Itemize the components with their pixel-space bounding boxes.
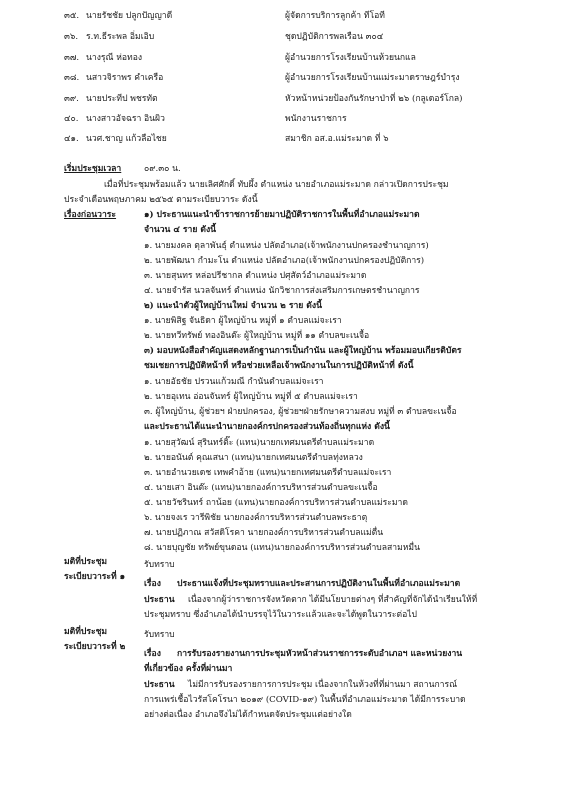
agenda-text-line: การแพร่เชื้อไวรัสโคโรนา ๒๐๑๙ (COVID-๑๙) ในพื้นที่อำเภอแม่ระมาด ได้มีการระบาด <box>144 695 466 705</box>
agenda-label: ระเบียบวาระที่ ๒ <box>64 642 126 652</box>
list-item: ๓. ผู้ใหญ่บ้าน, ผู้ช่วยฯ ฝ่ายปกครอง, ผู้ช่วยฯฝ่ายรักษาความสงบ หมู่ที่ ๓ ตำบลขะเนจื้อ <box>144 407 457 417</box>
list-item: ๑. นายสุวัฒน์ สุรินทร์ติ๊ะ (แทน)นายกเทศมนตรีตำบลแม่ระมาด <box>144 438 375 448</box>
agenda-text-line: ไม่มีการรับรองรายการการประชุม เนื่องจากในห้วงที่ที่ผ่านมา สถานการณ์ <box>188 680 458 690</box>
resolution-label: มติที่ประชุม <box>64 627 108 637</box>
section-heading: ๒) แนะนำตัวผู้ใหญ่บ้านใหม่ จำนวน ๒ ราย ดังนี้ <box>144 301 322 311</box>
list-item: ๓. นายอำนวยเดช เทพคำอ้าย (แทน)นายกเทศมนตรีตำบลแม่จะเรา <box>144 468 392 478</box>
attendee-name: นางรุณี ห่อทอง <box>86 53 143 63</box>
meeting-start-label: เริ่มประชุมเวลา <box>64 164 122 174</box>
resolution-text: รับทราบ <box>144 630 175 640</box>
list-item: ๔. นายจำรัส นวลจันทร์ ตำแหน่ง นักวิชาการส่งเสริมการเกษตรชำนาญการ <box>144 286 420 296</box>
attendee-name: ร.ท.ธีระพล อิ่มเอิบ <box>86 32 155 42</box>
attendee-number: ๓๕. <box>64 11 80 21</box>
agenda-title: ประธานแจ้งที่ประชุมทราบและประสานการปฏิบัติงานในพื้นที่อำเภอแม่ระมาด <box>177 579 461 589</box>
list-item: ๒. นายอุเทน อ่อนจันทร์ ผู้ใหญ่บ้าน หมู่ที่ ๕ ตำบลแม่จะเรา <box>144 392 358 402</box>
attendee-number: ๔๐. <box>64 114 79 124</box>
section-heading: ชมเชยการปฏิบัติหน้าที่ หรือช่วยเหลือเจ้าพนักงานในการปฏิบัติหน้าที่ ดังนี้ <box>144 361 414 371</box>
attendee-number: ๓๖. <box>64 32 79 42</box>
attendee-position: ผู้อำนวยการโรงเรียนบ้านห้วยนกแล <box>285 53 416 63</box>
section-heading: ๓) มอบหนังสือสำคัญแสดงหลักฐานการเป็นกำนัน และผู้ใหญ่บ้าน พร้อมมอบเกียรติบัตร <box>144 346 462 356</box>
list-item: ๖. นายจงเร วารีพิชัย นายกองค์การบริหารส่วนตำบลพระธาตุ <box>144 513 368 523</box>
agenda-text-line: เนื่องจากผู้ว่าราชการจังหวัดตาก ได้มีนโยบายต่างๆ ที่สำคัญที่จักได้นำเรียนให้ที่ <box>188 595 478 605</box>
agenda-text-line: อย่างต่อเนื่อง อำเภอจึงไม่ได้กำหนดจัดประชุมแต่อย่างใด <box>144 710 352 720</box>
attendee-position: ผู้จัดการบริการลูกค้า ทีโอที <box>285 11 385 21</box>
list-item: ๔. นายเสา อินต๊ะ (แทน)นายกองค์การบริหารส่วนตำบลขะเนจื้อ <box>144 483 378 493</box>
list-item: ๒. นายทวีทรัพย์ ทองอินต๊ะ ผู้ใหญ่บ้าน หมู่ที่ ๑๑ ตำบลขะเนจื้อ <box>144 331 370 341</box>
attendee-position: ชุดปฏิบัติการพลเรือน ๓๐๔ <box>285 32 384 42</box>
attendee-position: สมาชิก อส.อ.แม่ระมาด ที่ ๖ <box>285 134 389 144</box>
pre-agenda-label: เรื่องก่อนวาระ <box>64 210 117 220</box>
agenda-title-prefix: เรื่อง <box>144 649 161 659</box>
list-item: ๑. นายอัธชัย ปรวนแก้วมณี กำนันตำบลแม่จะเรา <box>144 377 324 387</box>
opening-text-line: เมื่อที่ประชุมพร้อมแล้ว นายเลิศศักดิ์ ทับผึ้ง ตำแหน่ง นายอำเภอแม่ระมาด กล่าวเปิดการประชุม <box>104 180 449 190</box>
agenda-label: ระเบียบวาระที่ ๑ <box>64 572 126 582</box>
meeting-start-time: ๐๙.๓๐ น. <box>144 164 181 174</box>
agenda-title-cont: ที่เกี่ยวข้อง ครั้งที่ผ่านมา <box>144 664 233 674</box>
chair-label: ประธาน <box>144 680 175 690</box>
attendee-position: พนักงานราชการ <box>285 114 347 124</box>
attendee-name: นายรัชชัย ปลูกปัญญาดี <box>86 11 173 21</box>
attendee-number: ๓๗. <box>64 53 80 63</box>
attendee-number: ๓๘. <box>64 73 80 83</box>
agenda-title: การรับรองรายงานการประชุมหัวหน้าส่วนราชการระดับอำเภอฯ และหน่วยงาน <box>177 649 463 659</box>
list-item: ๘. นายบุญชัย ทรัพย์ขุนดอน (แทน)นายกองค์การบริหารส่วนตำบลสามหมื่น <box>144 543 420 553</box>
attendee-name: นสาวจิราพร คำเครือ <box>86 73 164 83</box>
list-item: ๒. นายพัฒนา กำมะโน ตำแหน่ง ปลัดอำเภอ(เจ้าพนักงานปกครองปฏิบัติการ) <box>144 256 425 266</box>
resolution-label: มติที่ประชุม <box>64 557 108 567</box>
attendee-name: นายประทีป พชรทัต <box>86 94 158 104</box>
opening-text-line: ประจำเดือนพฤษภาคม ๒๕๖๕ ตามระเบียบวาระ ดังนี้ <box>64 195 258 205</box>
list-item: ๑. นายพิสิฐ จันธิดา ผู้ใหญ่บ้าน หมู่ที่ ๑ ตำบลแม่จะเรา <box>144 316 342 326</box>
section-heading: จำนวน ๔ ราย ดังนี้ <box>144 225 217 235</box>
list-item: ๕. นายวัชรินทร์ ถาน้อย (แทน)นายกองค์การบริหารส่วนตำบลแม่ระมาด <box>144 498 408 508</box>
attendee-position: หัวหน้าหน่วยป้องกันรักษาป่าที่ ๒๖ (กลูเดอร์โกล) <box>285 94 463 104</box>
attendee-position: ผู้อำนวยการโรงเรียนบ้านแม่ระมาดราษฎร์บำรุง <box>285 73 460 83</box>
attendee-number: ๔๑. <box>64 134 79 144</box>
list-item: ๗. นายปฏิภาณ สวัสดิโรคา นายกองค์การบริหารส่วนตำบลแม่ตื่น <box>144 528 384 538</box>
attendee-name: นางสาวอัจฉรา อินผิว <box>86 114 165 124</box>
resolution-text: รับทราบ <box>144 560 175 570</box>
section-heading: และประธานได้แนะนำนายกองค์กรปกครองส่วนท้องถิ่นทุกแห่ง ดังนี้ <box>144 422 390 432</box>
attendee-name: นวศ.ชาญ แก้วลือไชย <box>86 134 167 144</box>
agenda-text-line: ประชุมทราบ ซึ่งอำเภอได้นำบรรจุไว้ในวาระแล้วและจะได้พูดในวาระต่อไป <box>144 610 418 620</box>
chair-label: ประธาน <box>144 595 175 605</box>
section-heading: ๑) ประธานแนะนำข้าราชการย้ายมาปฏิบัติราชการในพื้นที่อำเภอแม่ระมาด <box>144 210 420 220</box>
attendee-number: ๓๙. <box>64 94 79 104</box>
list-item: ๓. นายสุนทร หล่อปรีชากล ตำแหน่ง ปศุสัตว์อำเภอแม่ระมาด <box>144 271 367 281</box>
agenda-title-prefix: เรื่อง <box>144 579 161 589</box>
list-item: ๒. นายอนันต์ คุณเสนา (แทน)นายกเทศมนตรีตำบลทุ่งหลวง <box>144 453 363 463</box>
list-item: ๑. นายมงคล ตุลาพันธุ์ ตำแหน่ง ปลัดอำเภอ(เจ้าพนักงานปกครองชำนาญการ) <box>144 241 429 251</box>
